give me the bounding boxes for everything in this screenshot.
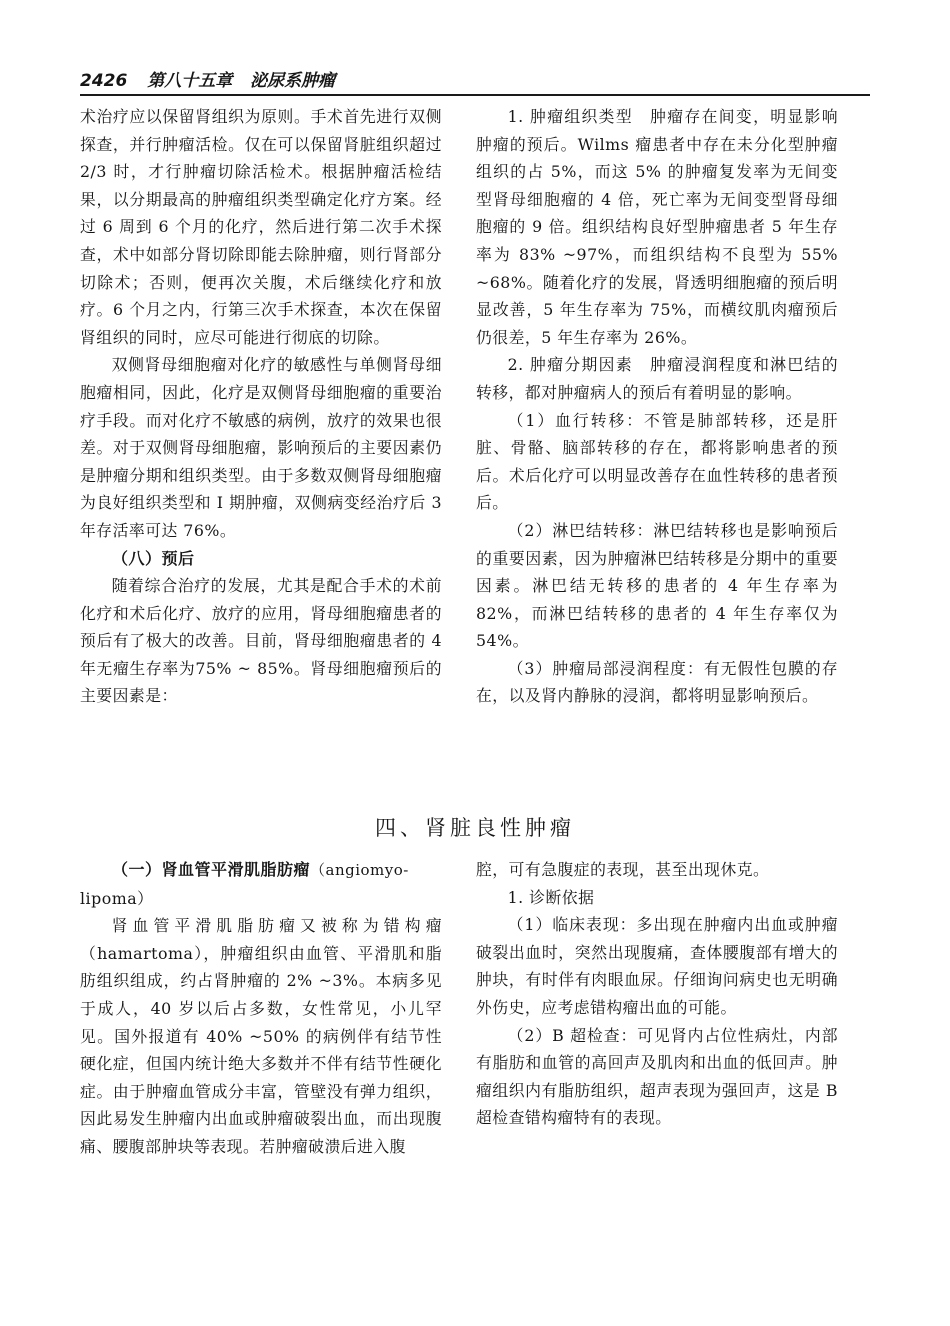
section-title: 四、肾脏良性肿瘤 xyxy=(375,816,575,840)
paragraph: （1）临床表现：多出现在肿瘤内出血或肿瘤破裂出血时，突然出现腹痛，查体腰腹部有增大的肿块，有时伴有肉眼血尿。仔细询问病史也无明确外伤史，应考虑错构瘤出血的可能。 xyxy=(476,915,838,1017)
paragraph: 1. 肿瘤组织类型 肿瘤存在间变，明显影响肿瘤的预后。Wilms 瘤患者中存在未分化型肿瘤组织的占 5%，而这 5% 的肿瘤复发率为无间变型肾母细胞瘤的 4 倍，死亡率为无间变型肾母细胞瘤的 9 倍。组织结构良好型肿瘤患者 5 年生存率为 83% ~97%，而组织结构不良型为 55% ~68%。随着化疗的发展，肾透明细胞瘤的预后明显改善，5 年生存率为 75%，而横纹肌肉瘤预后仍很差，5 年生存率为 26%。 xyxy=(476,107,838,347)
subsection-heading-latin: （angiomyo- xyxy=(310,861,409,879)
running-header xyxy=(80,66,870,96)
paragraph: （1）血行转移：不管是肺部转移，还是肝脏、骨骼、脑部转移的存在，都将影响患者的预后。术后化疗可以明显改善存在血性转移的患者预后。 xyxy=(476,410,838,513)
paragraph: 1. 诊断依据 xyxy=(507,887,595,907)
chapter-label: 第八十五章 xyxy=(147,71,233,91)
paragraph: （3）肿瘤局部浸润程度：有无假性包膜的存在，以及肾内静脉的浸润，都将明显影响预后。 xyxy=(476,658,838,706)
paragraph: （2）B 超检查：可见肾内占位性病灶，内部有脂肪和血管的高回声及肌肉和出血的低回声。肿瘤组织内有脂肪组织，超声表现为强回声，这是 B 超检查错构瘤特有的表现。 xyxy=(476,1025,838,1128)
lower-right-column xyxy=(476,856,838,1132)
paragraph: 2. 肿瘤分期因素 肿瘤浸润程度和淋巴结的转移，都对肿瘤病人的预后有着明显的影响。 xyxy=(476,355,838,402)
paragraph: 双侧肾母细胞瘤对化疗的敏感性与单侧肾母细胞瘤相同，因此，化疗是双侧肾母细胞瘤的重要治疗手段。而对化疗不敏感的病例，放疗的效果也很差。对于双侧肾母细胞瘤，影响预后的主要因素仍是肿瘤分期和组织类型。由于多数双侧肾母细胞瘤为良好组织类型和 I 期肿瘤，双侧病变经治疗后 3 年存活率可达 76%。 xyxy=(80,355,442,540)
paragraph: （2）淋巴结转移：淋巴结转移也是影响预后的重要因素，因为肿瘤淋巴结转移是分期中的重要因素。淋巴结无转移的患者的 4 年生存率为 82%，而淋巴结转移的患者的 4 年生存率仅为 54%。 xyxy=(476,520,838,651)
subsection-heading xyxy=(80,856,442,885)
lower-left-body xyxy=(80,912,442,1160)
paragraph: 肾血管平滑肌脂肪瘤又被称为错构瘤（hamartoma），肿瘤组织由血管、平滑肌和脂肪组织组成，约占肾肿瘤的 2% ~3%。本病多见于成人，40 岁以后占多数，女性常见，小儿罕见。国外报道有 40% ~50% 的病例伴有结节性硬化症，但国内统计绝大多数并不伴有结节性硬化症。由于肿瘤血管成分丰富，管壁没有弹力组织，因此易发生肿瘤内出血或肿瘤破裂出血，而出现腹痛、腰腹部肿块等表现。若肿瘤破溃后进入腹 xyxy=(80,916,442,1156)
paragraph: 随着综合治疗的发展，尤其是配合手术的术前化疗和术后化疗、放疗的应用，肾母细胞瘤患者的预后有了极大的改善。目前，肾母细胞瘤患者的 4 年无瘤生存率为75% ~ 85%。肾母细胞瘤预后的主要因素是： xyxy=(80,576,442,706)
paragraph: 腔，可有急腹症的表现，甚至出现休克。 xyxy=(476,860,770,879)
upper-left-column xyxy=(80,103,442,710)
chapter-title: 泌尿系肿瘤 xyxy=(250,71,336,91)
subsection-heading-text: （一）肾血管平滑肌脂肪瘤 xyxy=(112,860,311,879)
upper-right-column xyxy=(476,103,838,710)
lower-left-column xyxy=(80,856,442,1161)
header-rule xyxy=(80,94,870,96)
page-number: 2426 xyxy=(80,71,128,91)
subsection-heading-continuation: lipoma） xyxy=(80,888,154,908)
subsection-heading: （八）预后 xyxy=(112,548,195,568)
paragraph: 术治疗应以保留肾组织为原则。手术首先进行双侧探查，并行肿瘤活检。仅在可以保留肾脏组织超过 2/3 时，才行肿瘤切除活检术。根据肿瘤活检结果，以分期最高的肿瘤组织类型确定化疗方案。经过 6 周到 6 个月的化疗，然后进行第二次手术探查，术中如部分肾切除即能去除肿瘤，则行肾部分切除术；否则，便再次关腹，术后继续化疗和放疗。6 个月之内，行第三次手术探查，本次在保留肾组织的同时，应尽可能进行彻底的切除。 xyxy=(80,107,442,347)
